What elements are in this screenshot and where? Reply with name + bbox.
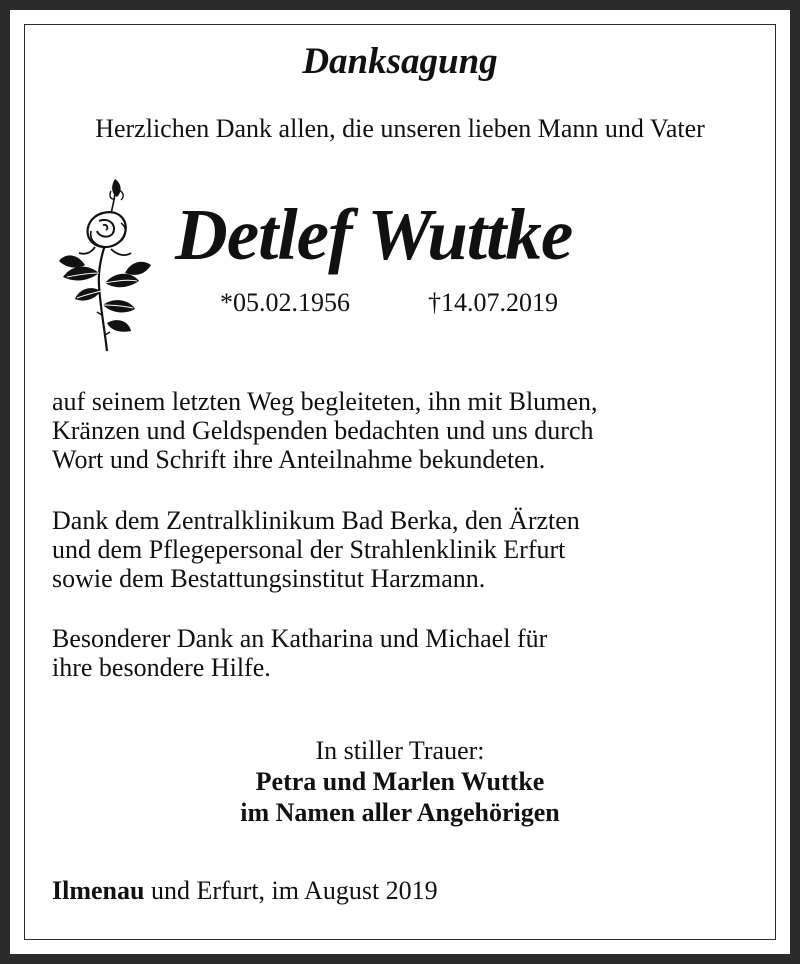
paragraph-line: und dem Pflegepersonal der Strahlenklinik Erfurt (52, 535, 566, 564)
closing-rest: und Erfurt, im August 2019 (144, 876, 438, 905)
signature-intro: In stiller Trauer: (315, 736, 485, 765)
signature-relatives: im Namen aller Angehörigen (240, 798, 560, 827)
notice-heading: Danksagung (302, 41, 498, 82)
birth-date: *05.02.1956 (220, 288, 350, 317)
paragraph-clinic (52, 506, 752, 593)
paragraph-line: Kränzen und Geldspenden bedachten und uns durch (52, 416, 594, 445)
paragraph-line: auf seinem letzten Weg begleiteten, ihn mit Blumen, (52, 387, 598, 416)
paragraph-line: ihre besondere Hilfe. (52, 653, 271, 682)
intro-line: Herzlichen Dank allen, die unseren lieben Mann und Vater (95, 114, 705, 143)
paragraph-line: sowie dem Bestattungsinstitut Harzmann. (52, 564, 486, 593)
rose-icon (55, 175, 155, 357)
paragraph-line: Besonderer Dank an Katharina und Michael für (52, 624, 548, 653)
signature-names: Petra und Marlen Wuttke (255, 767, 545, 796)
death-date: †14.07.2019 (428, 288, 558, 317)
paragraph-thanks (52, 387, 752, 474)
paragraph-line: Wort und Schrift ihre Anteilnahme bekundeten. (52, 445, 546, 474)
paragraph-line: Dank dem Zentralklinikum Bad Berka, den Ärzten (52, 506, 580, 535)
paragraph-special-thanks (52, 624, 752, 682)
closing-line (52, 876, 438, 906)
deceased-name: Detlef Wuttke (175, 194, 573, 275)
signature-block (0, 735, 800, 828)
closing-place: Ilmenau (52, 876, 145, 905)
